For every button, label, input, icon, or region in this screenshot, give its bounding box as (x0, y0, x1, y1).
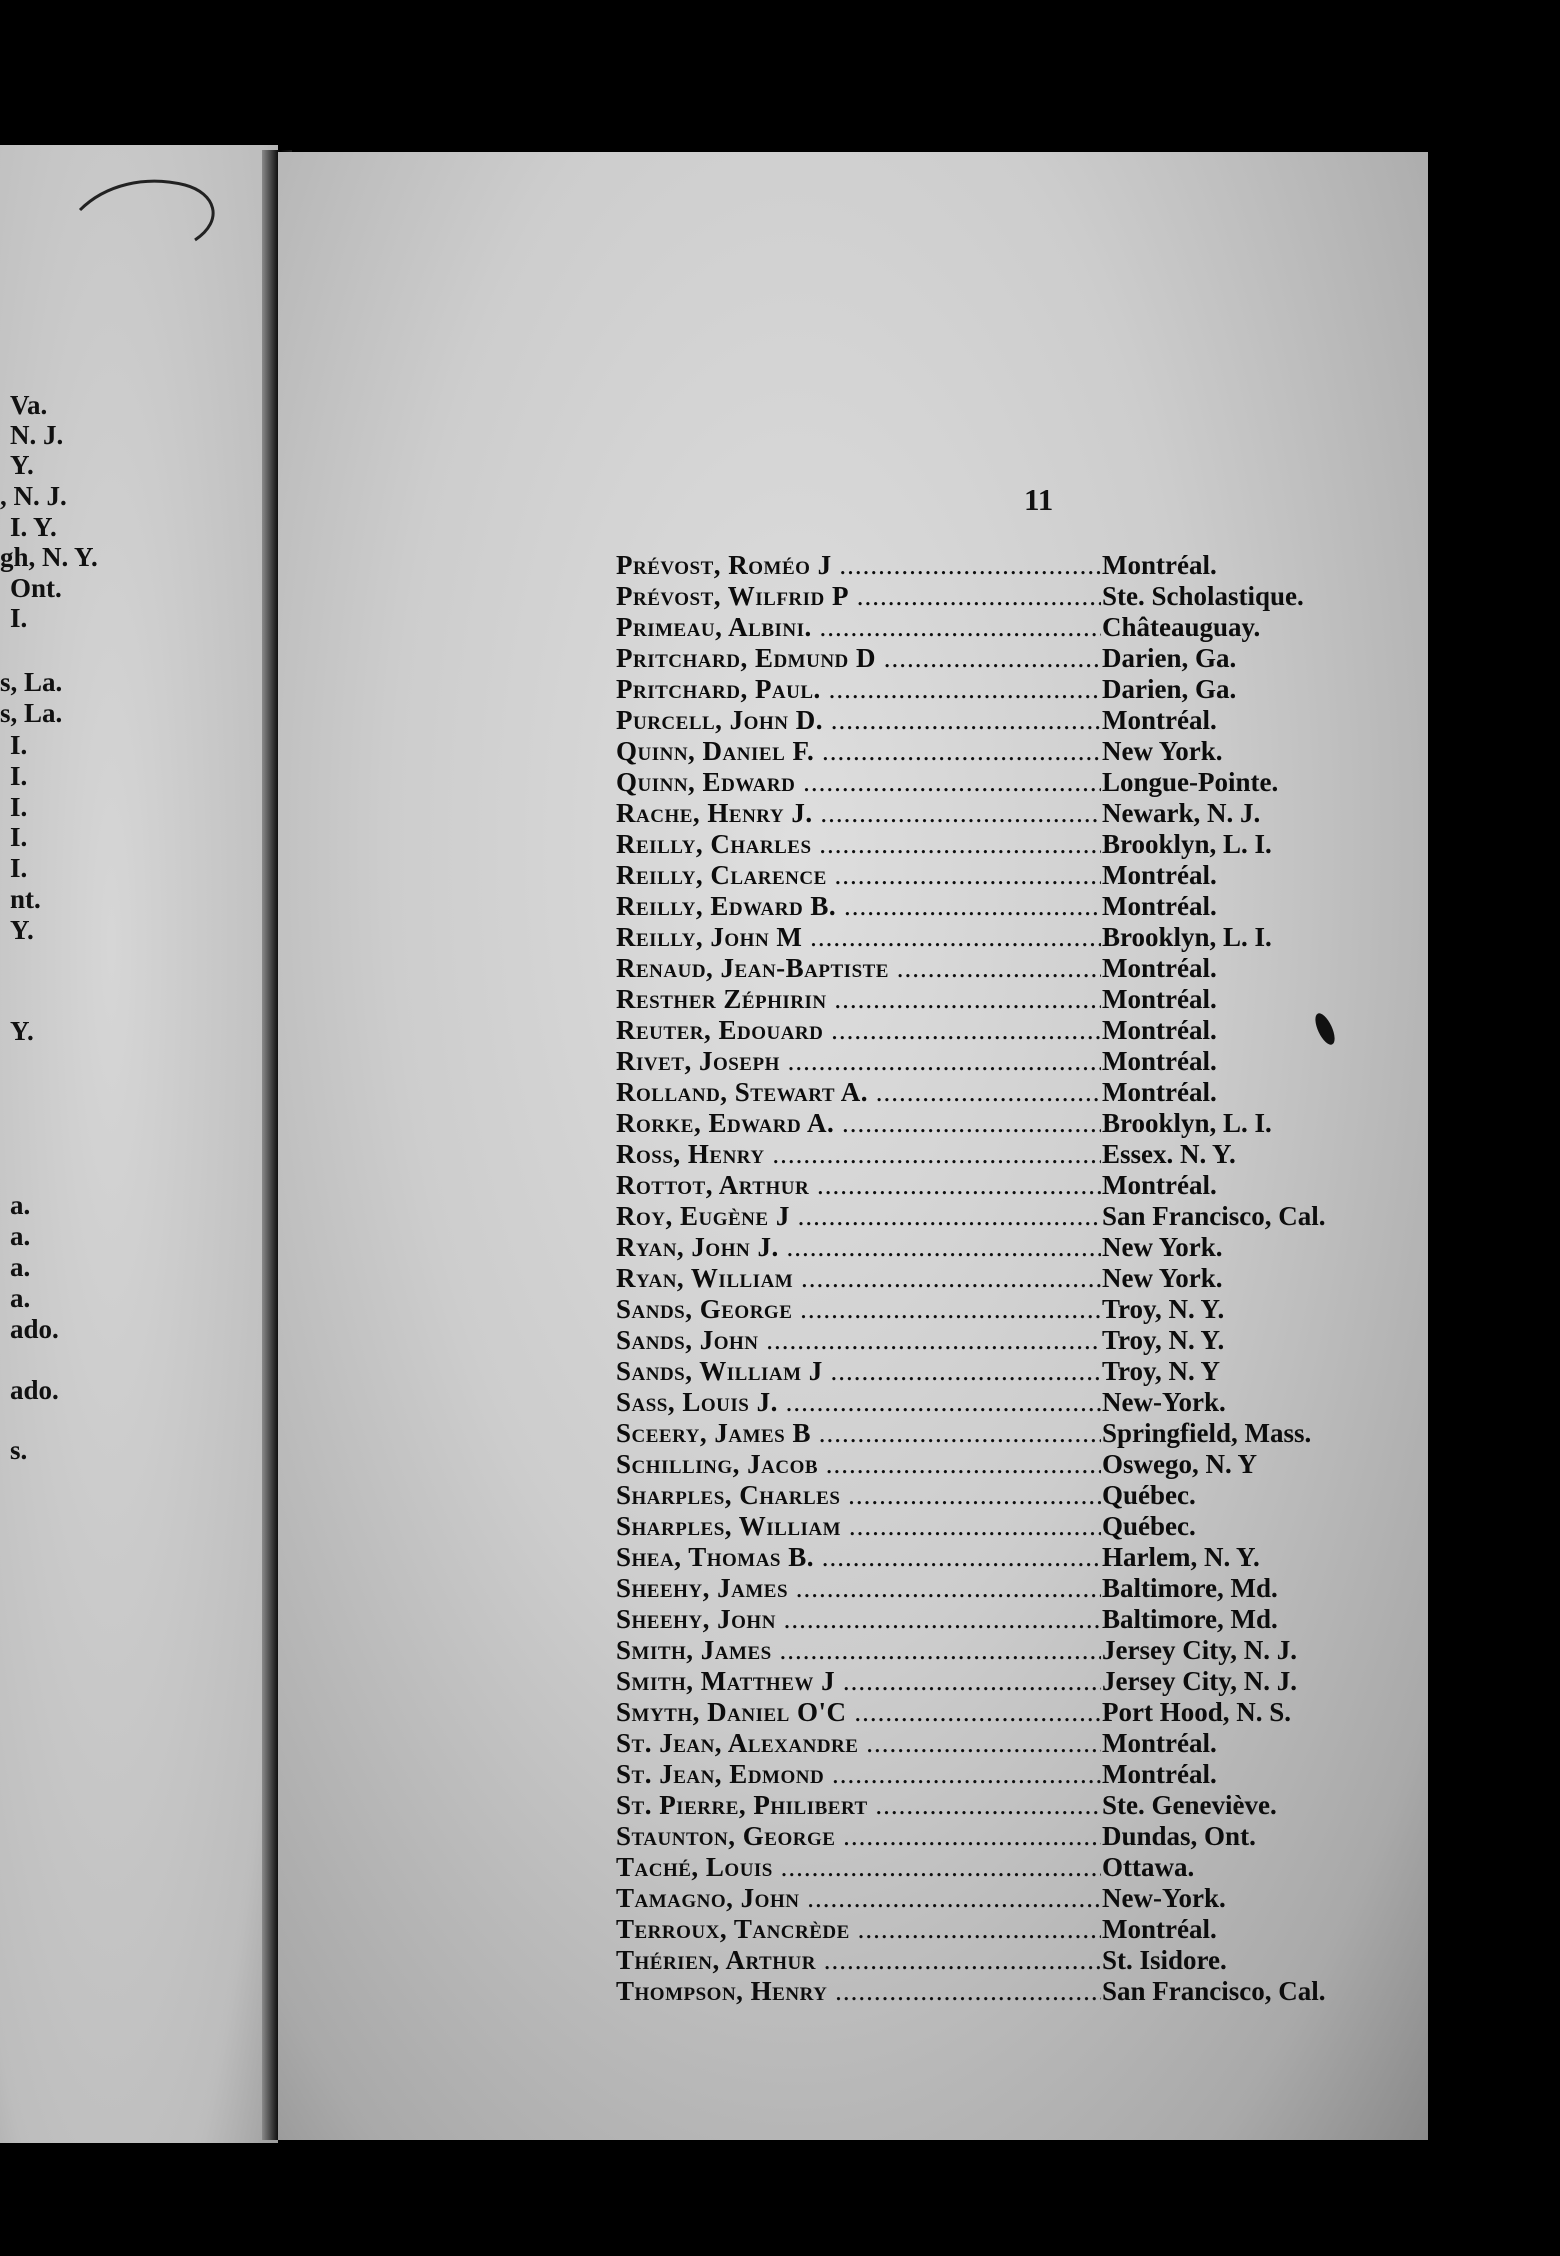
entry-name: Reilly, Clarence ..... (616, 860, 1101, 891)
list-item (616, 1914, 1428, 1945)
entry-name: Reilly, Edward B. ..... (616, 891, 1101, 922)
entry-name: Prévost, Roméo J ..... (616, 550, 1101, 581)
facing-page-fragment: Ont. (10, 573, 62, 603)
entry-place: Montréal. (1102, 860, 1217, 890)
entry-place: Montréal. (1102, 1015, 1217, 1045)
list-item (616, 1108, 1428, 1139)
list-item (616, 1945, 1428, 1976)
entry-name: Reuter, Edouard ..... (616, 1015, 1101, 1046)
facing-page-fragment: Va. (10, 390, 48, 420)
entry-place: Baltimore, Md. (1102, 1604, 1278, 1634)
entry-place: Troy, N. Y. (1102, 1325, 1225, 1355)
entry-name: Rolland, Stewart A. ..... (616, 1077, 1101, 1108)
entry-name: Sands, John ..... (616, 1325, 1101, 1356)
list-item (616, 1976, 1428, 2007)
entry-name: Ross, Henry ..... (616, 1139, 1101, 1170)
entry-name: Terroux, Tancrède ..... (616, 1914, 1101, 1945)
list-item (616, 798, 1428, 829)
entry-name: Tamagno, John ..... (616, 1883, 1101, 1914)
entry-place: Port Hood, N. S. (1102, 1697, 1291, 1727)
name-list (616, 550, 1428, 2007)
entry-name: Ryan, William ..... (616, 1263, 1101, 1294)
entry-place: Ottawa. (1102, 1852, 1195, 1882)
entry-place: Québec. (1102, 1480, 1196, 1510)
entry-place: Longue-Pointe. (1102, 767, 1279, 797)
facing-page-fragment: N. J. (10, 420, 64, 450)
entry-name: Quinn, Edward ..... (616, 767, 1101, 798)
list-item (616, 860, 1428, 891)
entry-place: Springfield, Mass. (1102, 1418, 1312, 1448)
entry-place: Brooklyn, L. I. (1102, 829, 1272, 859)
list-item (616, 1201, 1428, 1232)
entry-place: Brooklyn, L. I. (1102, 1108, 1272, 1138)
list-item (616, 1139, 1428, 1170)
entry-place: Harlem, N. Y. (1102, 1542, 1260, 1572)
list-item (616, 1449, 1428, 1480)
list-item (616, 953, 1428, 984)
entry-place: Montréal. (1102, 550, 1217, 580)
entry-place: New-York. (1102, 1387, 1226, 1417)
entry-name: Sceery, James B ..... (616, 1418, 1101, 1449)
entry-place: Baltimore, Md. (1102, 1573, 1278, 1603)
entry-place: Montréal. (1102, 1759, 1217, 1789)
facing-page-fragment: a. (10, 1190, 31, 1220)
entry-place: Jersey City, N. J. (1102, 1635, 1297, 1665)
entry-name: Pritchard, Edmund D ..... (616, 643, 1101, 674)
list-item (616, 1480, 1428, 1511)
facing-page-fragment: I. (10, 730, 28, 760)
list-item (616, 674, 1428, 705)
list-item (616, 1790, 1428, 1821)
facing-page-fragment: I. (10, 792, 28, 822)
facing-page-fragment: a. (10, 1283, 31, 1313)
facing-page-fragment: ado. (10, 1314, 59, 1344)
list-item (616, 1821, 1428, 1852)
entry-place: Newark, N. J. (1102, 798, 1261, 828)
entry-name: St. Jean, Alexandre ..... (616, 1728, 1101, 1759)
entry-name: Quinn, Daniel F. ..... (616, 736, 1101, 767)
entry-name: Staunton, George ..... (616, 1821, 1101, 1852)
entry-place: Ste. Geneviève. (1102, 1790, 1277, 1820)
list-item (616, 1573, 1428, 1604)
facing-page-fragment: s, La. (0, 667, 63, 697)
entry-name: Sass, Louis J. ..... (616, 1387, 1101, 1418)
facing-page-fragment: nt. (10, 884, 41, 914)
entry-name: Sheehy, James ..... (616, 1573, 1101, 1604)
entry-name: Rorke, Edward A. ..... (616, 1108, 1101, 1139)
list-item (616, 1387, 1428, 1418)
entry-place: Châteauguay. (1102, 612, 1261, 642)
list-item (616, 767, 1428, 798)
entry-name: Prévost, Wilfrid P ..... (616, 581, 1101, 612)
entry-place: Troy, N. Y. (1102, 1294, 1225, 1324)
list-item (616, 550, 1428, 581)
list-item (616, 1015, 1428, 1046)
entry-place: Jersey City, N. J. (1102, 1666, 1297, 1696)
list-item (616, 1759, 1428, 1790)
entry-name: Smith, Matthew J ..... (616, 1666, 1101, 1697)
facing-page-fragment: gh, N. Y. (0, 542, 98, 572)
entry-place: Oswego, N. Y (1102, 1449, 1257, 1479)
entry-place: Ste. Scholastique. (1102, 581, 1304, 611)
entry-name: Rache, Henry J. ..... (616, 798, 1101, 829)
list-item (616, 1356, 1428, 1387)
entry-name: Renaud, Jean-Baptiste ..... (616, 953, 1101, 984)
entry-place: Montréal. (1102, 705, 1217, 735)
list-item (616, 829, 1428, 860)
entry-place: Montréal. (1102, 984, 1217, 1014)
facing-page-fragment: I. (10, 761, 28, 791)
list-item (616, 1046, 1428, 1077)
facing-page-fragment: ado. (10, 1375, 59, 1405)
entry-name: Smith, James ..... (616, 1635, 1101, 1666)
list-item (616, 581, 1428, 612)
facing-page-fragment: I. (10, 603, 28, 633)
entry-name: Rivet, Joseph ..... (616, 1046, 1101, 1077)
entry-place: Montréal. (1102, 953, 1217, 983)
list-item (616, 1666, 1428, 1697)
list-item (616, 1325, 1428, 1356)
entry-place: Brooklyn, L. I. (1102, 922, 1272, 952)
entry-place: Montréal. (1102, 1728, 1217, 1758)
facing-page-fragment: Y. (10, 450, 34, 480)
entry-place: New York. (1102, 1232, 1223, 1262)
entry-place: St. Isidore. (1102, 1945, 1227, 1975)
entry-place: Montréal. (1102, 1170, 1217, 1200)
list-item (616, 1511, 1428, 1542)
entry-name: Primeau, Albini. ..... (616, 612, 1101, 643)
list-item (616, 984, 1428, 1015)
entry-place: New York. (1102, 736, 1223, 766)
entry-name: Thérien, Arthur ..... (616, 1945, 1101, 1976)
entry-place: Montréal. (1102, 1914, 1217, 1944)
facing-page (0, 145, 278, 2143)
list-item (616, 736, 1428, 767)
facing-page-fragment: I. Y. (10, 512, 57, 542)
entry-name: Schilling, Jacob ..... (616, 1449, 1101, 1480)
entry-name: Roy, Eugène J ..... (616, 1201, 1101, 1232)
list-item (616, 1077, 1428, 1108)
list-item (616, 1604, 1428, 1635)
entry-place: New York. (1102, 1263, 1223, 1293)
list-item (616, 891, 1428, 922)
entry-place: Montréal. (1102, 1046, 1217, 1076)
facing-page-fragment: s. (10, 1435, 28, 1465)
list-item (616, 1697, 1428, 1728)
page-number: 11 (1024, 482, 1054, 517)
facing-page-fragment: I. (10, 853, 28, 883)
list-item (616, 643, 1428, 674)
list-item (616, 1635, 1428, 1666)
list-item (616, 612, 1428, 643)
entry-name: Resther Zéphirin ..... (616, 984, 1101, 1015)
entry-place: Montréal. (1102, 1077, 1217, 1107)
entry-name: Smyth, Daniel O'C ..... (616, 1697, 1101, 1728)
entry-place: Dundas, Ont. (1102, 1821, 1256, 1851)
entry-name: Reilly, John M ..... (616, 922, 1101, 953)
facing-page-fragment: , N. J. (0, 481, 67, 511)
facing-page-fragment: Y. (10, 915, 34, 945)
facing-page-fragment: s, La. (0, 698, 63, 728)
entry-name: Ryan, John J. ..... (616, 1232, 1101, 1263)
entry-name: Sharples, William ..... (616, 1511, 1101, 1542)
facing-page-fragment: a. (10, 1221, 31, 1251)
facing-page-fragment: a. (10, 1252, 31, 1282)
entry-place: Montréal. (1102, 891, 1217, 921)
entry-name: St. Jean, Edmond ..... (616, 1759, 1101, 1790)
entry-name: Sharples, Charles ..... (616, 1480, 1101, 1511)
list-item (616, 1170, 1428, 1201)
entry-name: Purcell, John D. ..... (616, 705, 1101, 736)
entry-name: Pritchard, Paul. ..... (616, 674, 1101, 705)
list-item (616, 1728, 1428, 1759)
entry-name: Sands, George ..... (616, 1294, 1101, 1325)
entry-place: San Francisco, Cal. (1102, 1976, 1326, 2006)
entry-name: Shea, Thomas B. ..... (616, 1542, 1101, 1573)
facing-page-fragment: I. (10, 822, 28, 852)
entry-name: Taché, Louis ..... (616, 1852, 1101, 1883)
list-item (616, 1542, 1428, 1573)
pen-mark (75, 165, 235, 245)
entry-place: Darien, Ga. (1102, 674, 1237, 704)
list-item (616, 1294, 1428, 1325)
entry-name: Thompson, Henry ..... (616, 1976, 1101, 2007)
directory-page (278, 152, 1428, 2140)
facing-page-fragment: Y. (10, 1016, 34, 1046)
entry-name: Sands, William J ..... (616, 1356, 1101, 1387)
list-item (616, 705, 1428, 736)
list-item (616, 1418, 1428, 1449)
entry-name: Reilly, Charles ..... (616, 829, 1101, 860)
entry-place: Québec. (1102, 1511, 1196, 1541)
entry-place: San Francisco, Cal. (1102, 1201, 1326, 1231)
entry-name: Sheehy, John ..... (616, 1604, 1101, 1635)
list-item (616, 1263, 1428, 1294)
entry-name: Rottot, Arthur ..... (616, 1170, 1101, 1201)
entry-name: St. Pierre, Philibert ..... (616, 1790, 1101, 1821)
list-item (616, 922, 1428, 953)
entry-place: Essex. N. Y. (1102, 1139, 1236, 1169)
entry-place: New-York. (1102, 1883, 1226, 1913)
list-item (616, 1883, 1428, 1914)
list-item (616, 1232, 1428, 1263)
entry-place: Troy, N. Y (1102, 1356, 1221, 1386)
list-item (616, 1852, 1428, 1883)
entry-place: Darien, Ga. (1102, 643, 1237, 673)
